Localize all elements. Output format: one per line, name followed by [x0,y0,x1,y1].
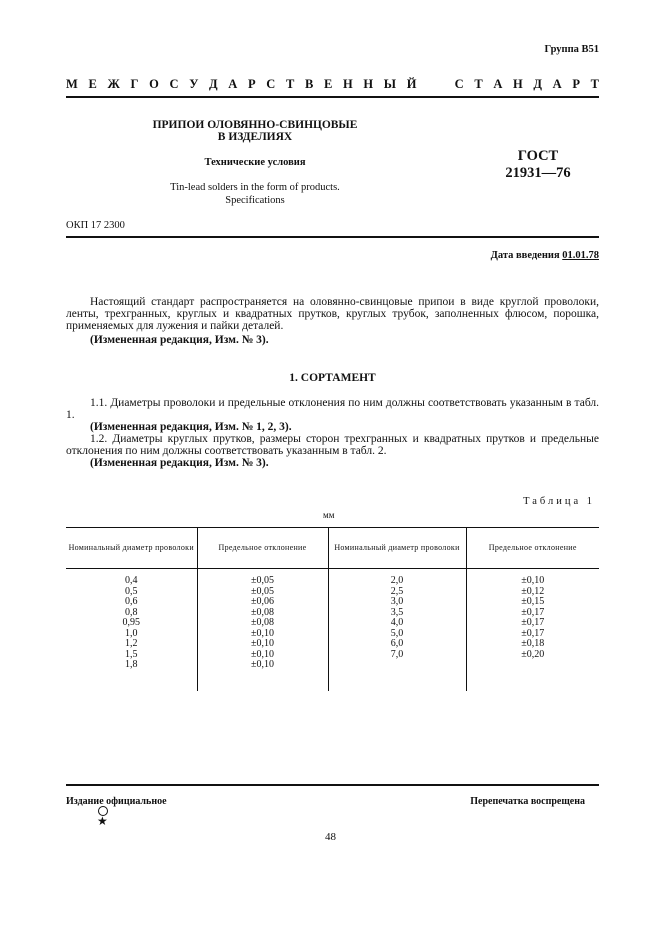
table-cell: 1,2 [125,638,138,649]
table-cell: ±0,08 [251,606,274,618]
gost-label: ГОСТ [517,148,559,164]
effective-date-value: 01.01.78 [562,250,599,261]
table-cell: 0,95 [122,617,140,628]
intro-paragraph: Настоящий стандарт распространяется на оловянно-свинцовые припои в виде круглой проволоки, ленты, трехгранных, круглых и квадратных прутков, круглых трубок, заполненных флюсом, порошка, применяемых для лужения и пайки деталей. [66,296,599,332]
interstate-letter: В [304,77,314,91]
gost-code: 21931—76 [505,165,571,181]
interstate-letter: С [266,77,276,91]
table-cell: ±0,20 [521,648,545,660]
table-cell: ±0,10 [251,659,274,670]
column-tolerance-1 [197,569,328,692]
table-cell: ±0,08 [251,617,274,628]
interstate-letter: Г [130,77,139,91]
interstate-letter: С [169,77,179,91]
title-line-2: В ИЗДЕЛИЯХ [217,131,293,143]
page-number: 48 [325,831,336,843]
diameter-table [66,528,599,691]
interstate-letter: Р [247,77,256,91]
clause-1-1: 1.1. Диаметры проволоки и предельные отклонения по ним должны соответствовать указанным в табл. 1. [66,397,599,421]
interstate-letter [441,77,444,92]
star-icon: ★ [97,814,108,828]
column-tolerance-2 [466,569,599,692]
table-cell: 0,4 [125,575,138,586]
interstate-letter: А [493,77,503,91]
clause-1-2: 1.2. Диаметры круглых прутков, размеры сторон трехгранных и квадратных прутков и предельные отклонения по ним должны соответствовать указанным в табл. 2. [66,433,599,457]
interstate-letter: Е [88,77,97,91]
table-cell: 1,0 [125,627,138,639]
table-cell: 6,0 [390,638,404,649]
table-cell: ±0,18 [521,638,545,649]
interstate-letter [427,77,430,92]
okp-rule [66,236,599,238]
column-diameter-2 [328,569,466,692]
intro-amendment: (Измененная редакция, Изм. № 3). [90,334,269,346]
table-cell: ±0,15 [521,596,545,607]
table-cell: ±0,06 [251,596,274,607]
table-cell: 2,0 [390,575,404,586]
interstate-letter: У [189,77,199,91]
interstate-letter: Н [342,77,353,91]
table-cell: ±0,10 [251,638,274,649]
interstate-letter: Д [533,77,543,91]
table-cell: ±0,17 [521,617,545,628]
table-unit: мм [323,510,335,520]
interstate-letter: Т [474,77,483,91]
circle-icon [98,806,108,816]
effective-date-label: Дата введения [490,250,560,261]
interstate-letter: Ы [383,77,397,91]
interstate-letter: Н [363,77,374,91]
effective-date [491,250,599,261]
column-diameter-1 [66,569,197,692]
table-cell: ±0,05 [251,575,274,586]
footer-rule [66,784,599,786]
table-caption: Таблица 1 [523,496,595,507]
table-cell: 0,5 [125,585,138,597]
header-tolerance-2: Предельное отклонение [466,528,599,569]
table-cell: 7,0 [390,648,404,660]
table-cell: ±0,17 [521,627,545,639]
interstate-standard-heading [66,77,599,92]
reprint-prohibited: Перепечатка воспрещена [470,796,585,807]
table-cell: ±0,05 [251,585,274,597]
table-cell: 0,6 [125,596,138,607]
interstate-letter: А [552,77,562,91]
table-cell: 1,5 [125,648,138,660]
clause-1-1-amendment: (Измененная редакция, Изм. № 1, 2, 3). [90,421,292,433]
interstate-letter: М [66,77,78,91]
table-cell: ±0,10 [251,648,274,660]
interstate-letter: А [228,77,238,91]
header-rule [66,96,599,98]
title-line-1: ПРИПОИ ОЛОВЯННО-СВИНЦОВЫЕ [152,119,358,131]
english-title-line-1: Tin-lead solders in the form of products. [170,182,340,193]
table-cell: 3,5 [390,606,404,618]
interstate-letter: Ж [107,77,120,91]
header-nominal-diameter: Номинальный диаметр проволоки [66,528,197,569]
interstate-letter: Т [590,77,599,91]
header-nominal-diameter-2: Номинальный диаметр проволоки [328,528,466,569]
interstate-letter: С [454,77,464,91]
table-cell: 4,0 [390,617,404,628]
table-cell: ±0,12 [521,585,545,597]
interstate-letter: Т [285,77,295,91]
table-cell: 1,8 [125,659,138,670]
okp-code: ОКП 17 2300 [66,220,125,231]
table-cell: 2,5 [390,585,404,597]
english-title [120,181,390,207]
section-heading: 1. СОРТАМЕНТ [289,372,376,384]
table-cell: ±0,17 [521,606,545,618]
document-subtitle: Технические условия [204,157,306,168]
header-tolerance: Предельное отклонение [197,528,328,569]
gost-number [478,148,598,182]
interstate-letter: Д [209,77,218,91]
table-cell: 3,0 [390,596,404,607]
document-title [120,119,390,143]
official-edition: Издание официальное [66,796,167,807]
interstate-letter: Р [572,77,580,91]
group-code: Группа В51 [544,44,599,55]
table-cell: 5,0 [390,627,404,639]
table-cell: ±0,10 [251,627,274,639]
interstate-letter: Е [323,77,333,91]
clause-1-2-amendment: (Измененная редакция, Изм. № 3). [90,457,269,469]
interstate-letter: Й [406,77,417,91]
table-cell: ±0,10 [521,575,545,586]
table-cell: 0,8 [125,606,138,618]
english-title-line-2: Specifications [225,195,285,206]
interstate-letter: Н [513,77,523,91]
interstate-letter: О [149,77,159,91]
